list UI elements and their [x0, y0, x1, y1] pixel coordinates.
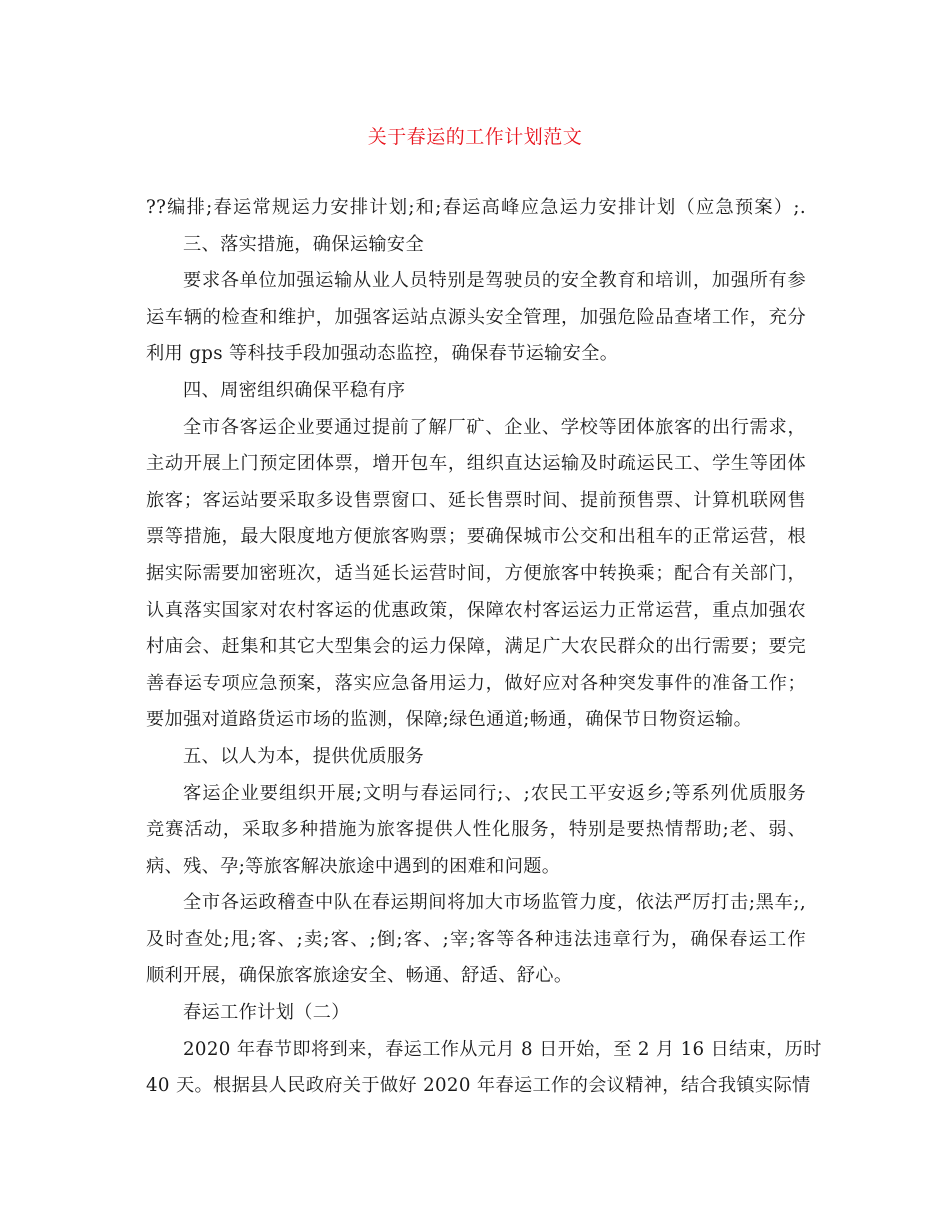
paragraph-line: 利用 gps 等科技手段加强动态监控，确保春节运输安全。 — [146, 343, 619, 365]
paragraph-line: 票等措施，最大限度地方便旅客购票；要确保城市公交和出租车的正常运营，根 — [146, 526, 806, 548]
paragraph-line: 村庙会、赶集和其它大型集会的运力保障，满足广大农民群众的出行需要；要完 — [146, 636, 806, 658]
paragraph-line: 竞赛活动，采取多种措施为旅客提供人性化服务，特别是要热情帮助;老、弱、 — [146, 819, 806, 841]
paragraph-line: 2020 年春节即将到来，春运工作从元月 8 日开始，至 2 月 16 日结束，历时 — [183, 1038, 822, 1060]
paragraph-line: 全市各客运企业要通过提前了解厂矿、企业、学校等团体旅客的出行需求， — [183, 416, 806, 438]
section-heading: 五、以人为本，提供优质服务 — [183, 745, 424, 767]
paragraph-line: 运车辆的检查和维护，加强客运站点源头安全管理，加强危险品查堵工作，充分 — [146, 306, 806, 328]
document-body — [146, 190, 822, 1105]
paragraph-line: 善春运专项应急预案，落实应急备用运力，做好应对各种突发事件的准备工作； — [146, 672, 806, 694]
paragraph-line: 要求各单位加强运输从业人员特别是驾驶员的安全教育和培训，加强所有参 — [183, 270, 806, 292]
section-heading: 四、周密组织确保平稳有序 — [183, 379, 406, 401]
section-heading: 春运工作计划（二） — [183, 1002, 350, 1024]
paragraph-line: 及时查处;甩;客、;卖;客、;倒;客、;宰;客等各种违法违章行为，确保春运工作 — [146, 928, 806, 950]
paragraph-line: 认真落实国家对农村客运的优惠政策，保障农村客运运力正常运营，重点加强农 — [146, 599, 806, 621]
document-title: 关于春运的工作计划范文 — [367, 126, 583, 148]
paragraph-line: 40 天。根据县人民政府关于做好 2020 年春运工作的会议精神，结合我镇实际情 — [146, 1075, 811, 1097]
paragraph-line: 要加强对道路货运市场的监测，保障;绿色通道;畅通，确保节日物资运输。 — [146, 709, 753, 731]
paragraph-line: 全市各运政稽查中队在春运期间将加大市场监管力度，依法严厉打击;黑车;, — [183, 892, 806, 914]
paragraph-line: ??编排;春运常规运力安排计划;和;春运高峰应急运力安排计划（应急预案）;. — [146, 197, 806, 218]
paragraph-line: 顺利开展，确保旅客旅途安全、畅通、舒适、舒心。 — [146, 965, 573, 987]
section-heading: 三、落实措施，确保运输安全 — [183, 233, 424, 255]
paragraph-line: 据实际需要加密班次，适当延长运营时间，方便旅客中转换乘；配合有关部门， — [146, 562, 806, 584]
paragraph-line: 客运企业要组织开展;文明与春运同行;、;农民工平安返乡;等系列优质服务 — [183, 782, 806, 804]
paragraph-line: 旅客；客运站要采取多设售票窗口、延长售票时间、提前预售票、计算机联网售 — [146, 489, 806, 511]
paragraph-line: 病、残、孕;等旅客解决旅途中遇到的困难和问题。 — [146, 855, 561, 877]
paragraph-line: 主动开展上门预定团体票，增开包车，组织直达运输及时疏运民工、学生等团体 — [146, 453, 806, 475]
